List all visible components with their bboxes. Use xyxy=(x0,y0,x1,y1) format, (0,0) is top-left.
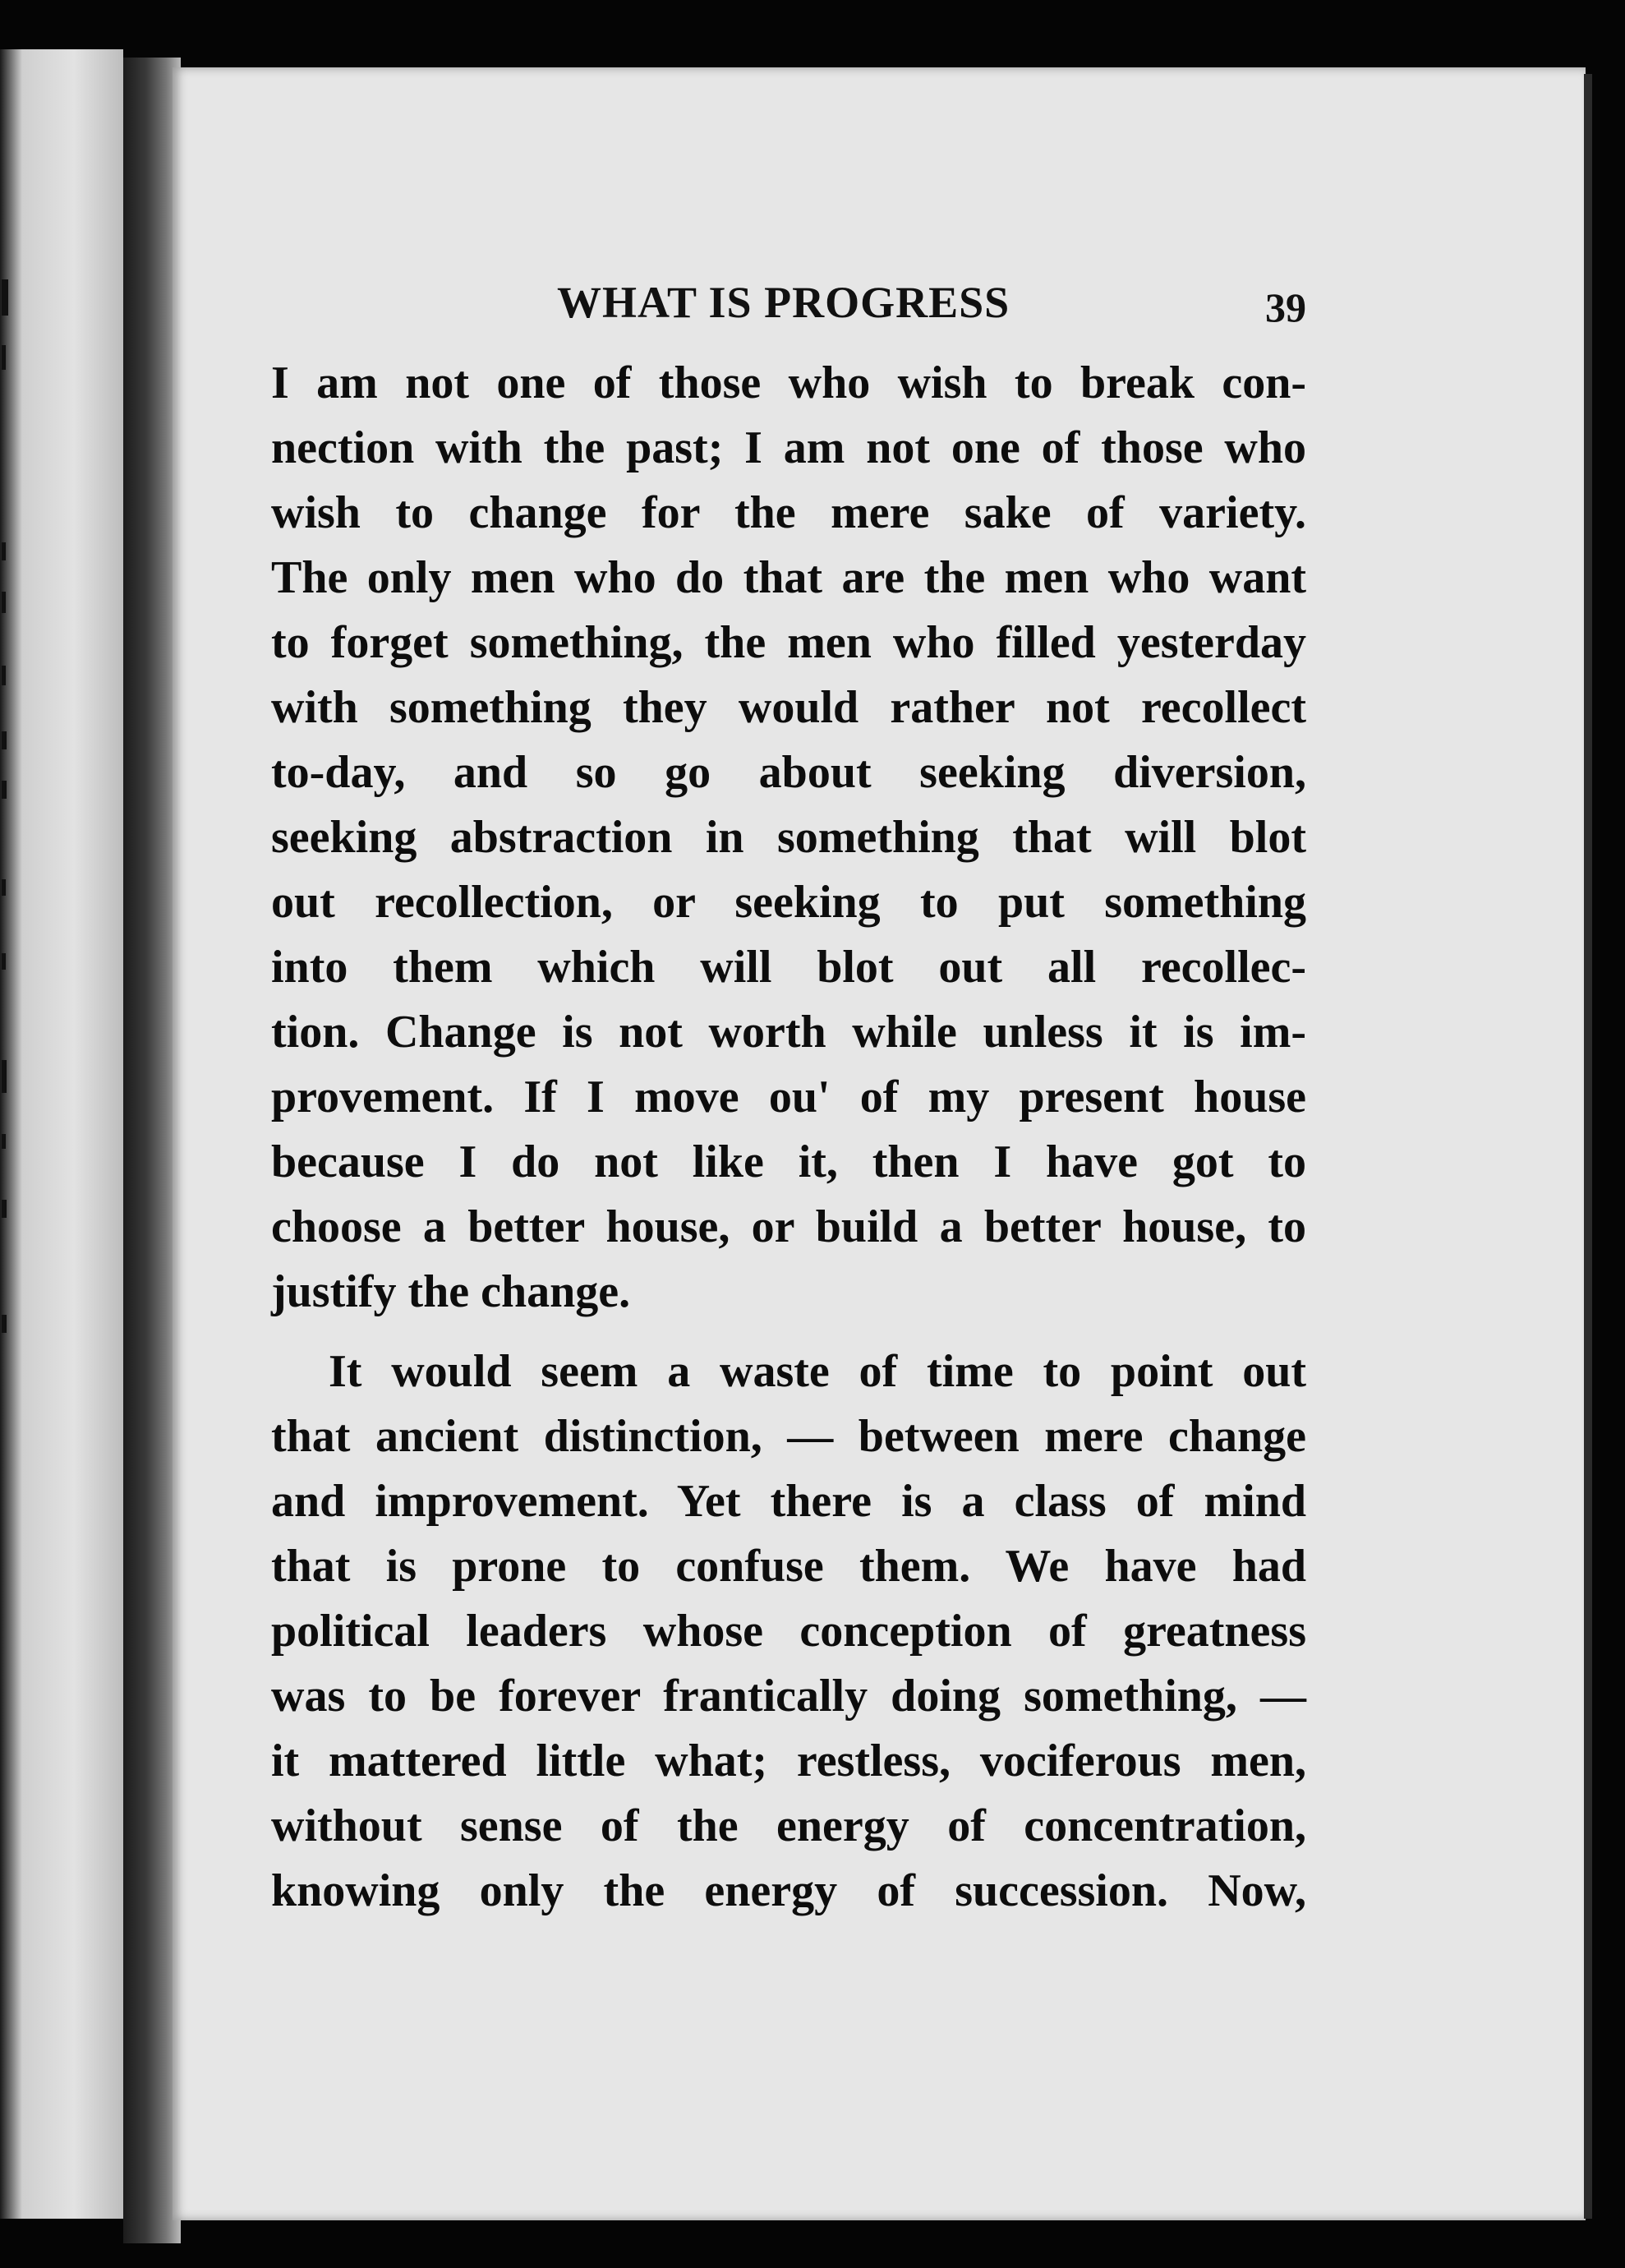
text-line: nection with the past; I am not one of those who xyxy=(271,422,1306,473)
text-line: It would seem a waste of time to point out xyxy=(329,1346,1306,1397)
text-line: I am not one of those who wish to break con- xyxy=(271,357,1306,408)
text-line: without sense of the energy of concentration, xyxy=(271,1800,1306,1851)
text-line: it mattered little what; restless, vociferous men, xyxy=(271,1736,1306,1786)
text-line: knowing only the energy of succession. Now, xyxy=(271,1865,1306,1916)
text-line: seeking abstraction in something that will blot xyxy=(271,812,1306,863)
running-head-title: WHAT IS PROGRESS xyxy=(557,278,1010,327)
adjacent-page-fragment xyxy=(2,345,6,370)
adjacent-page-fragment xyxy=(2,1060,7,1093)
text-line: to-day, and so go about seeking diversion, xyxy=(271,747,1306,798)
paragraph-gap xyxy=(271,1325,1306,1339)
adjacent-page-fragment xyxy=(2,953,6,970)
running-head xyxy=(173,277,1586,334)
book-page xyxy=(173,67,1586,2220)
adjacent-page-fragment xyxy=(2,781,7,799)
text-line: choose a better house, or build a better house, to xyxy=(271,1201,1306,1252)
text-line: to forget something, the men who filled yesterday xyxy=(271,617,1306,668)
text-line: because I do not like it, then I have got to xyxy=(271,1136,1306,1187)
text-line: justify the change. xyxy=(271,1266,631,1317)
adjacent-page-fragment xyxy=(2,1315,7,1333)
text-line: into them which will blot out all recollec- xyxy=(271,942,1306,993)
adjacent-page-fragment xyxy=(2,1134,6,1149)
adjacent-page-fragment xyxy=(2,279,8,316)
text-line: tion. Change is not worth while unless it is im- xyxy=(271,1007,1306,1058)
text-line: with something they would rather not recollect xyxy=(271,682,1306,733)
text-line: and improvement. Yet there is a class of mind xyxy=(271,1476,1306,1527)
page-right-edge xyxy=(1584,74,1592,2219)
adjacent-page-fragment xyxy=(2,666,6,685)
adjacent-page-edge xyxy=(0,49,123,2219)
text-line: that ancient distinction, — between mere change xyxy=(271,1411,1306,1462)
text-line: political leaders whose conception of greatness xyxy=(271,1606,1306,1657)
text-line: provement. If I move ou' of my present house xyxy=(271,1072,1306,1122)
adjacent-page-fragment xyxy=(2,542,6,560)
paragraph xyxy=(271,351,1306,1325)
adjacent-page-fragment xyxy=(2,731,7,749)
body-text xyxy=(271,351,1306,1924)
text-line: was to be forever frantically doing something, — xyxy=(271,1671,1306,1722)
text-line: out recollection, or seeking to put something xyxy=(271,877,1306,928)
text-line: The only men who do that are the men who want xyxy=(271,552,1306,603)
adjacent-page-fragment xyxy=(2,879,6,896)
adjacent-page-fragment xyxy=(2,1200,7,1218)
paragraph xyxy=(271,1339,1306,1924)
page-number: 39 xyxy=(1265,284,1306,330)
text-line: that is prone to confuse them. We have had xyxy=(271,1541,1306,1592)
text-line: wish to change for the mere sake of variety. xyxy=(271,487,1306,538)
adjacent-page-fragment xyxy=(2,592,6,613)
